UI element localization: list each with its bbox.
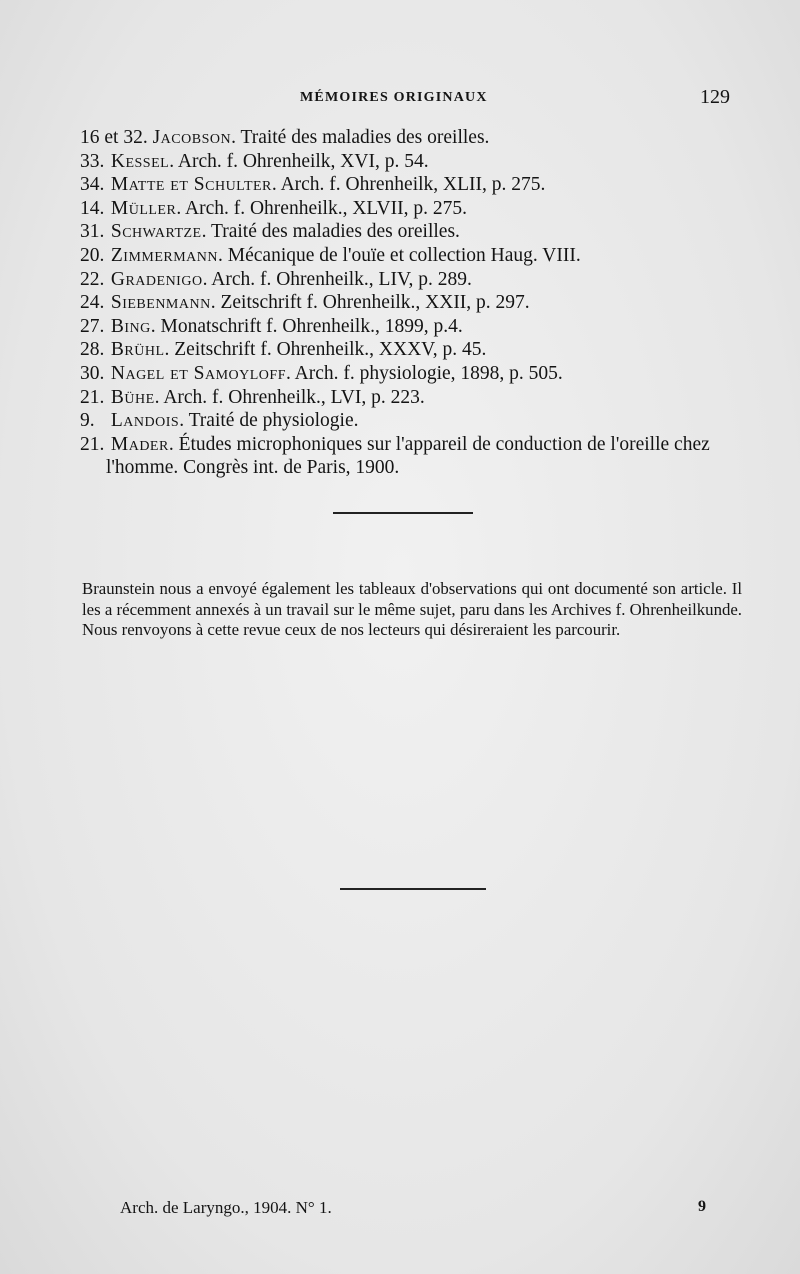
reference-item <box>80 362 745 386</box>
reference-item <box>80 126 745 150</box>
reference-text: . Monatschrift f. Ohrenheilk., 1899, p.4. <box>150 315 463 337</box>
reference-number: 27. <box>80 315 105 337</box>
reference-author: Jacobson <box>152 127 232 148</box>
reference-text: . Études microphoniques sur l'appareil de conduction de l'oreille chez l'homme. Congrès int. de Paris, 1900. <box>106 433 710 479</box>
reference-author: Kessel <box>110 150 170 172</box>
reference-text: . Arch. f. Ohrenheilk., XLVII, p. 275. <box>176 197 467 219</box>
reference-number: 28. <box>80 339 105 361</box>
reference-item <box>80 291 745 315</box>
reference-author: Schwartze <box>110 221 202 243</box>
signature-mark: 9 <box>698 1198 706 1215</box>
reference-number: 31. <box>80 221 105 243</box>
reference-text: . Mécanique de l'ouïe et collection Haug. VIII. <box>218 244 581 266</box>
reference-text: . Arch. f. Ohrenheilk., LIV, p. 289. <box>202 268 472 290</box>
reference-text: . Arch. f. Ohrenheilk, XVI, p. 54. <box>169 150 429 172</box>
reference-number: 33. <box>80 150 105 172</box>
reference-item <box>80 150 745 174</box>
reference-number: 9. <box>80 410 95 432</box>
reference-author: Matte et Schulter <box>110 174 272 196</box>
reference-item <box>80 433 745 480</box>
reference-number: 16 et 32. <box>80 127 148 148</box>
section-divider <box>333 512 473 514</box>
reference-item <box>80 268 745 292</box>
reference-author: Müller <box>110 197 177 219</box>
editorial-note: Braunstein nous a envoyé également les tableaux d'observations qui ont documenté son article. Il les a récemment annexés à un travail sur le même sujet, paru dans les Archives f. Ohrenheilkunde. Nous renvoyons à cette revue ceux de nos lecteurs qui désireraient les parcourir. <box>82 578 742 640</box>
reference-author: Siebenmann <box>110 292 211 314</box>
reference-text: . Zeitschrift f. Ohrenheilk., XXII, p. 297. <box>210 292 530 314</box>
reference-number: 22. <box>80 268 105 290</box>
reference-author: Zimmermann <box>110 244 219 266</box>
reference-text: . Arch. f. Ohrenheilk, XLII, p. 275. <box>271 174 546 196</box>
reference-author: Gradenigo <box>110 268 203 290</box>
reference-item <box>80 220 745 244</box>
running-title: MÉMOIRES ORIGINAUX <box>300 90 488 105</box>
reference-author: Bühe <box>110 386 155 408</box>
page-number: 129 <box>700 86 730 108</box>
reference-number: 34. <box>80 174 105 196</box>
reference-author: Brühl <box>110 339 165 361</box>
reference-text: . Arch. f. Ohrenheilk., LVI, p. 223. <box>154 386 425 408</box>
reference-item <box>80 244 745 268</box>
reference-text: . Traité des maladies des oreilles. <box>201 221 460 243</box>
reference-item <box>80 409 745 433</box>
reference-author: Landois <box>110 410 180 432</box>
reference-text: . Arch. f. physiologie, 1898, p. 505. <box>286 362 563 384</box>
reference-author: Bing <box>110 315 151 337</box>
reference-number: 21. <box>80 386 105 408</box>
journal-citation: Arch. de Laryngo., 1904. N° 1. <box>120 1198 332 1217</box>
reference-number: 30. <box>80 362 105 384</box>
page-header <box>0 86 800 112</box>
reference-list <box>80 126 745 480</box>
reference-number: 21. <box>80 433 105 455</box>
reference-text: . Traité de physiologie. <box>179 410 359 432</box>
reference-number: 24. <box>80 292 105 314</box>
section-divider <box>340 888 486 890</box>
reference-author: Mader <box>110 433 169 455</box>
reference-author: Nagel et Samoyloff <box>110 362 286 384</box>
reference-number: 20. <box>80 244 105 266</box>
reference-item <box>80 315 745 339</box>
reference-item <box>80 197 745 221</box>
reference-item <box>80 386 745 410</box>
reference-item <box>80 173 745 197</box>
page-footer <box>0 1198 800 1222</box>
reference-text: . Zeitschrift f. Ohrenheilk., XXXV, p. 45. <box>164 339 487 361</box>
reference-text: . Traité des maladies des oreilles. <box>231 127 490 148</box>
reference-number: 14. <box>80 197 105 219</box>
reference-item <box>80 338 745 362</box>
